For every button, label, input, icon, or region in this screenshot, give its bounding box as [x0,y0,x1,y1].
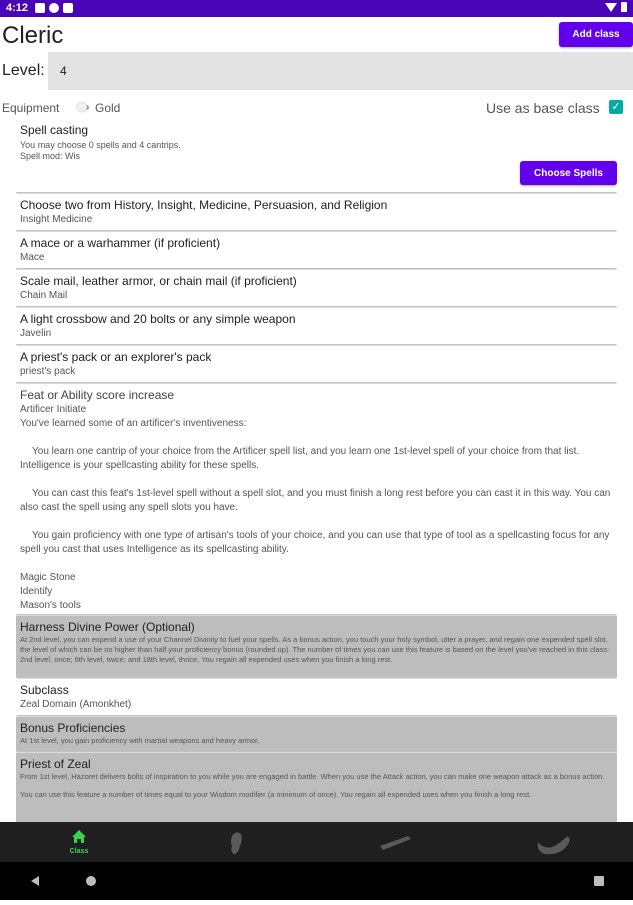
system-icons [605,2,627,12]
level-label: Level: [2,62,45,79]
spellcasting-spells: You may choose 0 spells and 4 cantrips. [20,140,181,150]
spellcasting-mod: Spell mod: Wis [20,151,81,161]
footprint-icon [158,822,316,862]
choose-spells-button[interactable]: Choose Spells [520,161,617,185]
notification-icons [35,3,73,13]
feat-name: Artificer Initiate [20,404,87,415]
notification-icon [49,3,59,13]
wifi-icon [605,3,617,12]
choice-value: Mace [20,252,45,263]
feat-pick: Identify [20,586,53,597]
page-title: Cleric [2,22,64,49]
add-class-button[interactable]: Add class [559,22,633,47]
feat-paragraph: You learn one cantrip of your choice from the Artificer spell list, and you learn one 1st-level spell of your choice from that list. Intelligence is your spellcasting ability for these spells. [20,446,580,471]
feature-card [16,753,617,822]
system-navigation-bar [0,862,633,900]
feature-title: Priest of Zeal [20,757,91,771]
system-nav-glyphs [0,862,633,900]
equipment-label: Equipment [2,101,60,115]
spellcasting-card [16,119,617,192]
home-icon [0,822,158,848]
feat-card[interactable] [16,384,617,614]
weapon-icon [316,822,474,862]
choice-title: Choose two from History, Insight, Medicine, Persuasion, and Religion [20,198,388,212]
choice-card[interactable] [16,308,617,344]
choice-card[interactable] [16,346,617,382]
nav-abilities[interactable] [474,822,632,862]
level-input[interactable]: 4 [48,52,633,90]
gold-label: Gold [95,101,121,115]
arm-icon [474,822,632,862]
battery-icon [621,2,627,12]
feature-card [16,616,617,677]
choice-value: Chain Mail [20,290,68,301]
nav-equipment[interactable] [316,822,474,862]
home-button-icon [86,876,96,886]
feat-paragraph: You can cast this feat's 1st-level spell without a spell slot, and you must finish a long rest before you can cast it in this way. You can also cast the spell using any spell slots you have. [20,488,611,513]
feature-description: From 1st level, Hazoret delivers bolts of inspiration to you while you are engaged in battle. When you use the Attack action, you can make one weapon attack as a bonus action. [20,772,605,781]
feat-paragraph: You gain proficiency with one type of artisan's tools of your choice, and you can use that type of tool as a spellcasting focus for any spell you cast that uses Intelligence as its spellcasting ability. [20,530,610,555]
choice-card[interactable] [16,270,617,306]
toggle-thumb [77,102,87,112]
choice-title: Scale mail, leather armor, or chain mail (if proficient) [20,274,297,288]
spellcasting-title: Spell casting [20,123,89,137]
status-bar [0,0,633,17]
back-icon [31,876,39,886]
choice-title: A light crossbow and 20 bolts or any simple weapon [20,312,296,326]
feature-description: At 2nd level, you can expend a use of your Channel Divinity to fuel your spells. As a bonus action, you touch your holy symbol, utter a prayer, and regain one expended spell slot, the level of which can be no higher than half your proficiency bonus (rounded up). The number of times you can use this feature is based on the level you've reached in this class: 2nd level, once; 6th level, twice; and 18th level, thrice. You regain all expended uses when you finish a long rest. [20,635,610,664]
choice-value: Javelin [20,328,52,339]
choice-title: A mace or a warhammer (if proficient) [20,236,221,250]
notification-icon [35,3,45,13]
choice-title: A priest's pack or an explorer's pack [20,350,212,364]
feature-title: Harness Divine Power (Optional) [20,620,195,634]
feature-card [16,717,617,751]
recents-icon [594,876,604,886]
feature-description: You can use this feature a number of times equal to your Wisdom modifier (a minimum of once). You regain all expended uses when you finish a long rest. [20,790,532,799]
subclass-card[interactable] [16,679,617,715]
nav-class-label: Class [69,848,89,855]
feat-pick: Mason's tools [20,600,81,611]
status-time: 4:12 [6,2,29,14]
feat-title: Feat or Ability score increase [20,388,175,402]
nav-class[interactable] [0,822,158,862]
choice-value: Insight Medicine [20,214,93,225]
choice-card[interactable] [16,194,617,230]
subclass-value: Zeal Domain (Amonkhet) [20,699,132,710]
notification-icon [63,3,73,13]
class-feature-list[interactable] [16,119,617,822]
feat-pick: Magic Stone [20,572,76,583]
feature-description: At 1st level, you gain proficiency with martial weapons and heavy armor. [20,736,260,745]
bottom-navigation [0,822,633,862]
choice-card[interactable] [16,232,617,268]
base-class-checkbox[interactable]: ✓ [609,100,623,114]
feat-intro: You've learned some of an artificer's inventiveness: [20,418,247,429]
subclass-title: Subclass [20,683,69,697]
choice-value: priest's pack [20,366,76,377]
base-class-label: Use as base class [486,100,600,116]
nav-race[interactable] [158,822,316,862]
equipment-gold-toggle[interactable] [77,102,89,112]
feature-title: Bonus Proficiencies [20,721,126,735]
